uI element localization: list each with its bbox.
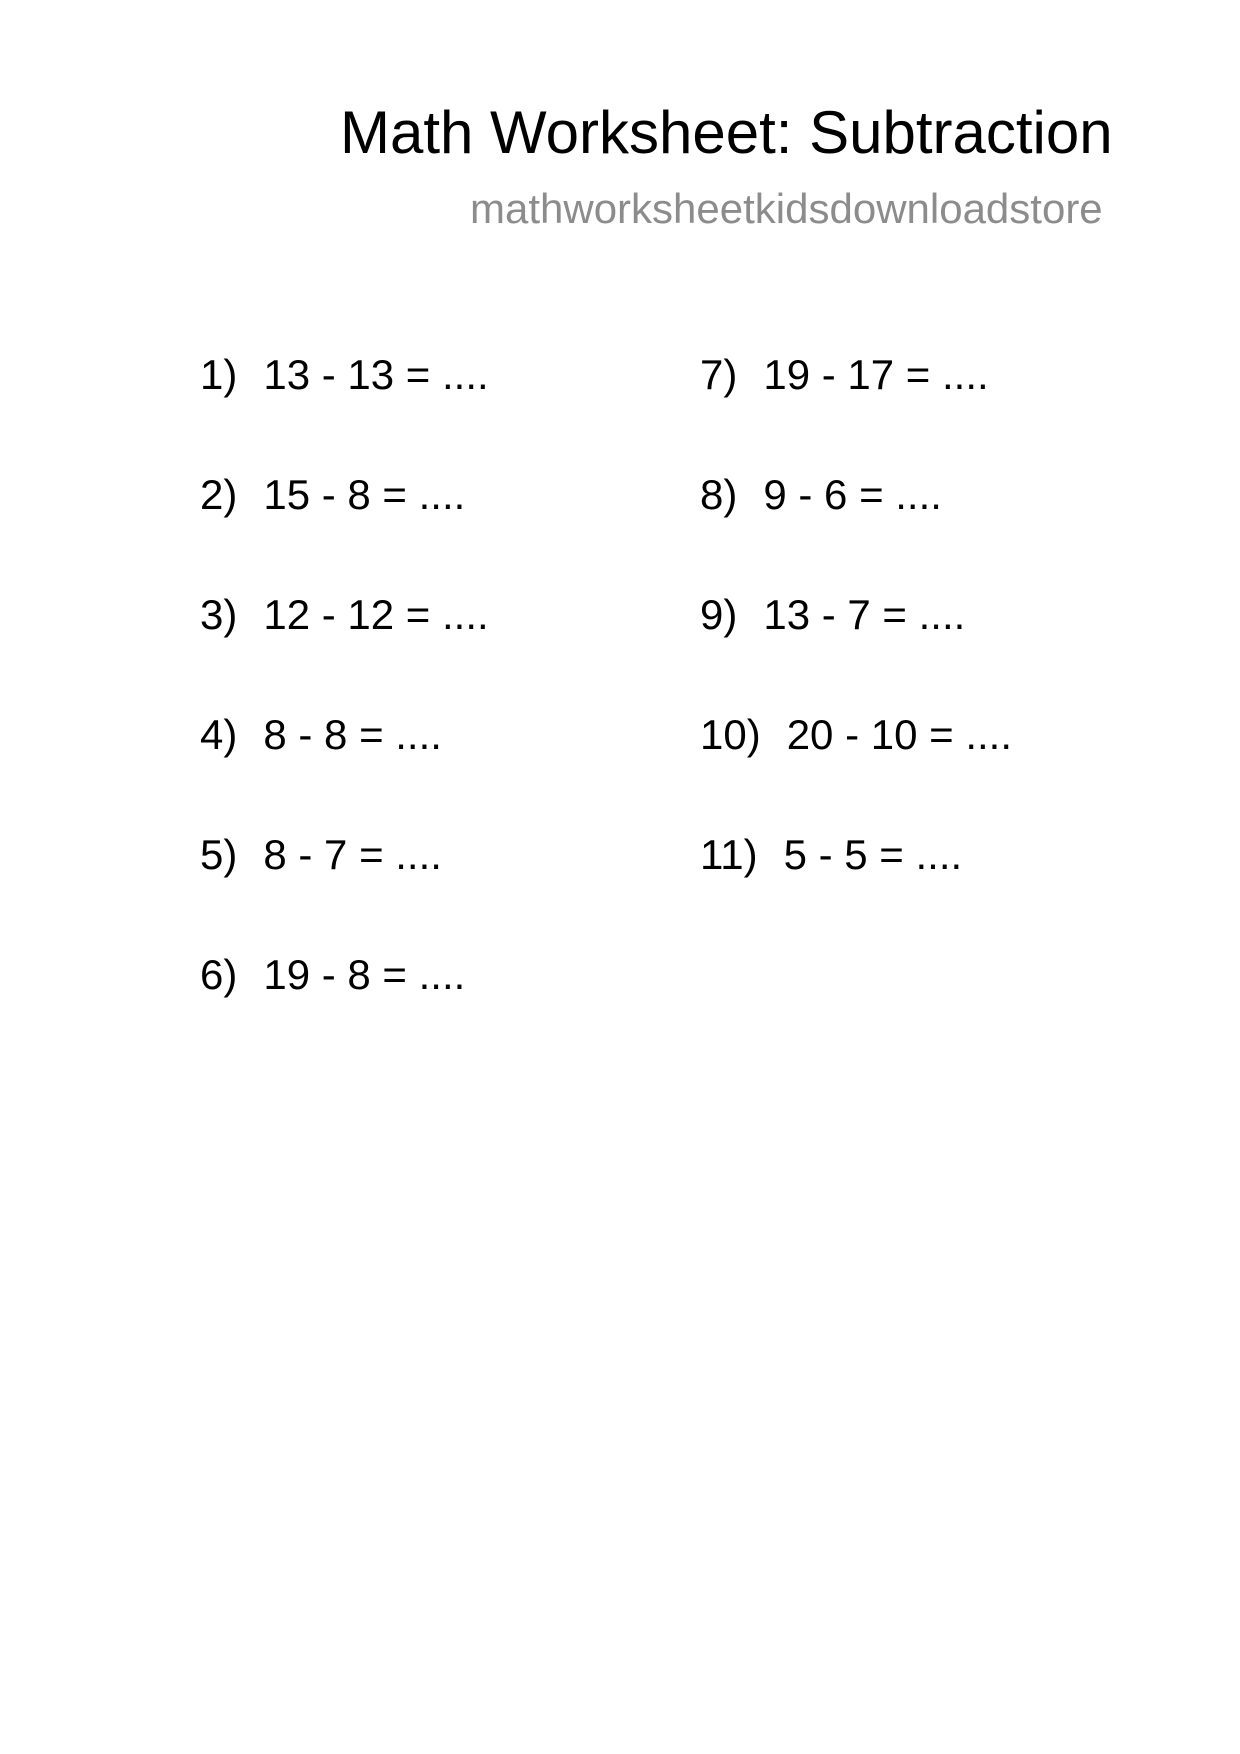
problem-number: 1): [200, 351, 238, 398]
problem-expression: 12 - 12 = ....: [263, 591, 489, 638]
problem-number: 7): [700, 351, 738, 398]
problem-item: [700, 830, 1180, 950]
problem-item: [200, 590, 680, 710]
problem-item: [700, 710, 1180, 830]
problem-expression: 20 - 10 = ....: [786, 711, 1013, 758]
problem-expression: 19 - 8 = ....: [263, 951, 466, 998]
problem-item: [200, 830, 680, 950]
problem-item: [700, 470, 1180, 590]
problem-number: 10): [700, 711, 761, 758]
problem-column-right: [700, 350, 1180, 950]
problem-expression: 8 - 7 = ....: [263, 831, 442, 878]
page-title: Math Worksheet: Subtraction: [340, 99, 1113, 166]
problem-expression: 9 - 6 = ....: [763, 471, 942, 518]
problem-expression: 19 - 17 = ....: [763, 351, 989, 398]
problem-number: 3): [200, 591, 238, 638]
problem-number: 8): [700, 471, 738, 518]
problem-number: 2): [200, 471, 238, 518]
problem-expression: 13 - 7 = ....: [763, 591, 966, 638]
problem-item: [200, 950, 680, 1070]
problem-number: 11): [700, 831, 758, 878]
problem-expression: 8 - 8 = ....: [263, 711, 442, 758]
problem-item: [700, 590, 1180, 710]
problem-column-left: [200, 350, 680, 1070]
problem-number: 4): [200, 711, 238, 758]
problem-expression: 15 - 8 = ....: [263, 471, 466, 518]
problem-expression: 13 - 13 = ....: [263, 351, 489, 398]
problem-expression: 5 - 5 = ....: [783, 831, 963, 878]
problem-item: [200, 470, 680, 590]
page-subtitle: mathworksheetkidsdownloadstore: [470, 185, 1103, 232]
problem-item: [700, 350, 1180, 470]
problem-number: 9): [700, 591, 738, 638]
problem-item: [200, 350, 680, 470]
problem-number: 5): [200, 831, 238, 878]
problem-item: [200, 710, 680, 830]
problem-number: 6): [200, 951, 238, 998]
